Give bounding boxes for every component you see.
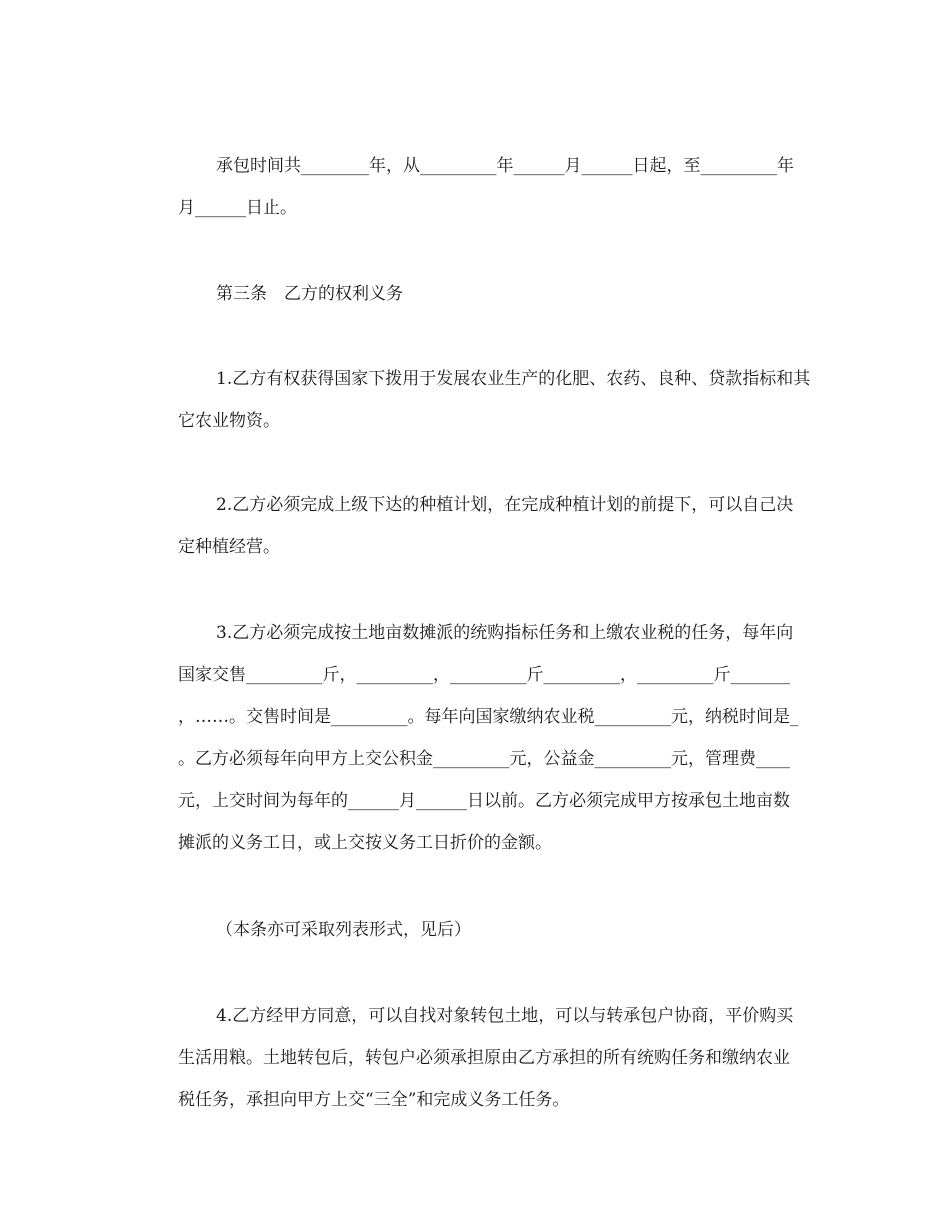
text-line: 。乙方必须每年向甲方上交公积金_________元，公益金_________元，管理费____: [178, 749, 790, 769]
text-line: （本条亦可采取列表形式，见后）: [216, 920, 471, 940]
text-line: 税任务，承担向甲方上交“三全”和完成义务工任务。: [178, 1090, 570, 1110]
text-line: 元，上交时间为每年的______月______日以前。乙方必须完成甲方按承包土地亩数: [178, 791, 790, 811]
text-line: 4.乙方经甲方同意，可以自找对象转包土地，可以与转承包户协商，平价购买: [216, 1006, 794, 1026]
paragraph-item-1: [140, 358, 812, 442]
paragraph-note: [140, 909, 812, 951]
heading-text: 第三条 乙方的权利义务: [216, 284, 403, 304]
paragraph-contract-term: [140, 145, 812, 229]
text-line: 承包时间共________年，从_________年______月______日起，至_________年: [216, 156, 794, 176]
text-line: 1.乙方有权获得国家下拨用于发展农业生产的化肥、农药、良种、贷款指标和其: [216, 369, 811, 389]
text-line: 生活用粮。土地转包后，转包户必须承担原由乙方承担的所有统购任务和缴纳农业: [178, 1048, 790, 1068]
text-line: 国家交售_________斤，_________，_________斤_________，_________斤_______: [178, 665, 790, 685]
text-line: 月______日止。: [178, 198, 297, 218]
paragraph-item-3: [140, 612, 812, 864]
article-3-heading: [140, 273, 812, 315]
text-line: ，……。交售时间是_________。每年向国家缴纳农业税_________元，纳税时间是_: [178, 707, 799, 727]
text-line: 它农业物资。: [178, 411, 280, 431]
text-line: 定种植经营。: [178, 537, 280, 557]
text-line: 摊派的义务工日，或上交按义务工日折价的金额。: [178, 833, 552, 853]
text-line: 2.乙方必须完成上级下达的种植计划，在完成种植计划的前提下，可以自己决: [216, 495, 794, 515]
paragraph-item-4: [140, 995, 812, 1121]
text-line: 3.乙方必须完成按土地亩数摊派的统购指标任务和上缴农业税的任务，每年向: [216, 623, 794, 643]
paragraph-item-2: [140, 484, 812, 568]
